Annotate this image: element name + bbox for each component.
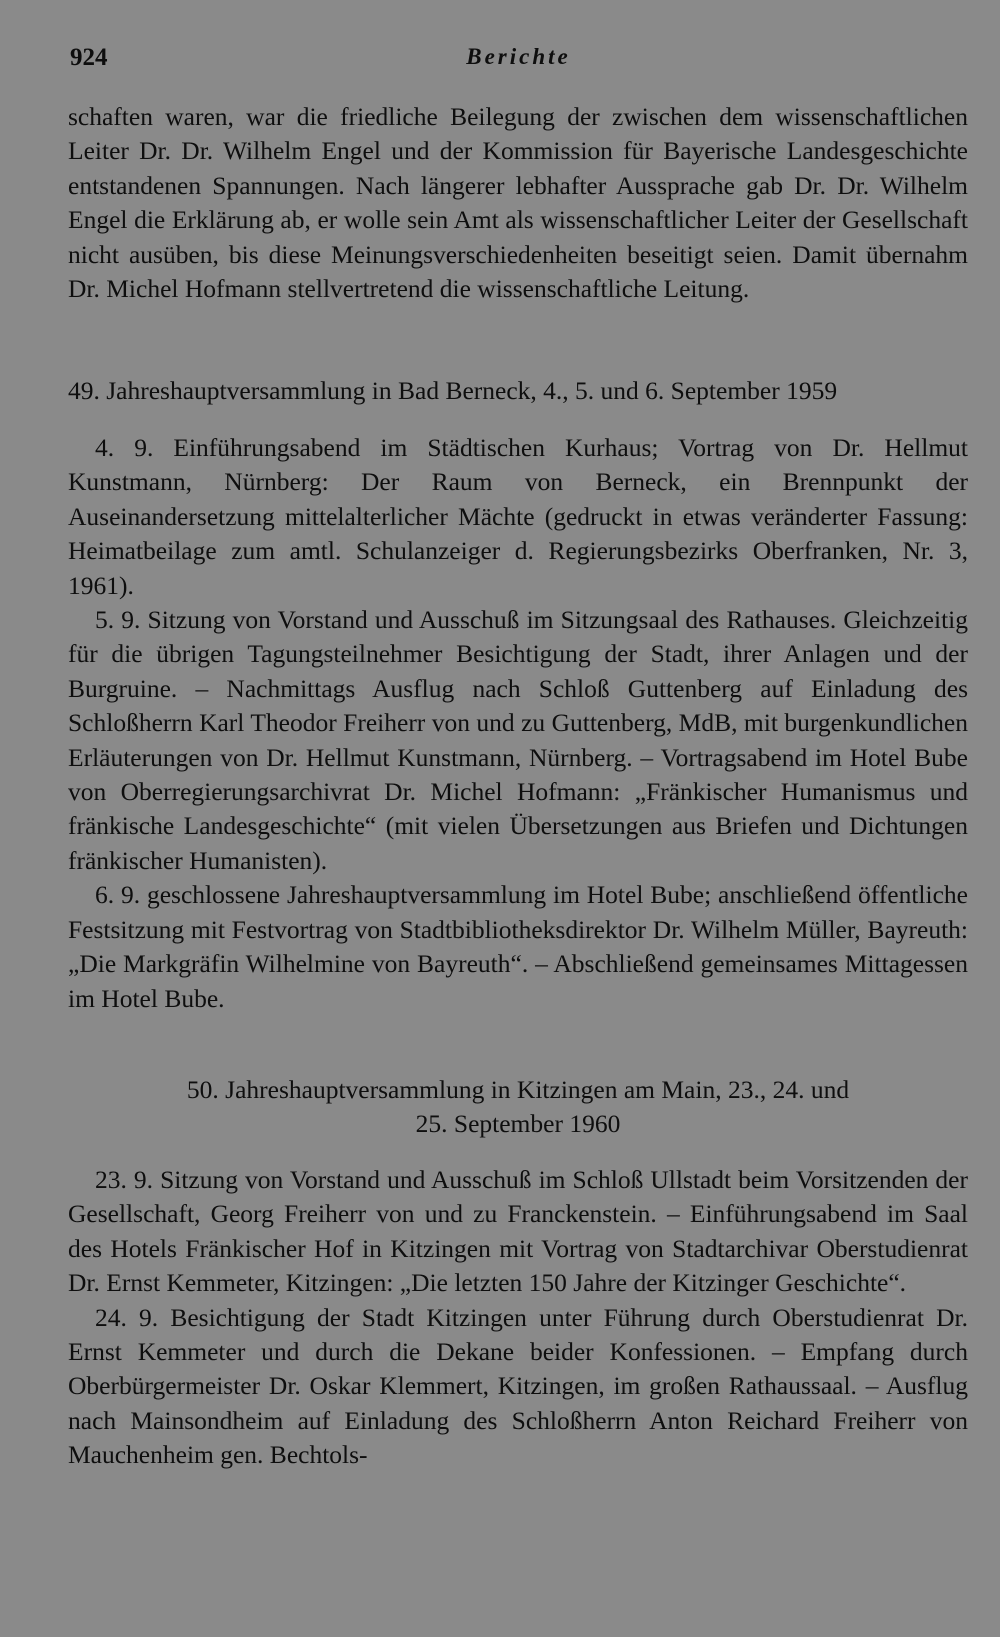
intro-block <box>68 100 968 306</box>
meeting-section-1960 <box>68 1073 968 1142</box>
heading-line: 25. September 1960 <box>415 1109 621 1139</box>
section-heading-1960 <box>68 1073 968 1142</box>
running-title: Berichte <box>466 44 571 69</box>
page-header <box>70 44 967 80</box>
paragraph-sept-24: 24. 9. Besichtigung der Stadt Kitzingen unter Führung durch Oberstudienrat Dr. Ernst Kemmeter und durch die Dekane beider Konfessionen. – Empfang durch Oberbürgermeister Dr. Oskar Klemmert, Kitzingen, im großen Rathaussaal. – Ausflug nach Mainsondheim auf Einladung des Schloßherrn Anton Reichard Freiherr von Mauchenheim gen. Bechtols- <box>68 1302 968 1470</box>
heading-line: 50. Jahreshauptversammlung in Kitzingen am Main, 23., 24. und <box>186 1075 850 1104</box>
paragraph-sept-23: 23. 9. Sitzung von Vorstand und Ausschuß im Schloß Ullstadt beim Vorsitzenden der Gesellschaft, Georg Freiherr von und zu Franckenstein. – Einführungsabend im Saal des Hotels Fränkischer Hof in Kitzingen mit Vortrag von Stadtarchivar Oberstudienrat Dr. Ernst Kemmeter, Kitzingen: „Die letzten 150 Jahre der Kitzinger Geschichte“. <box>68 1165 968 1298</box>
meeting-section-1960-body <box>68 1163 968 1473</box>
paragraph-sept-6: 6. 9. geschlossene Jahreshauptversammlung im Hotel Bube; anschließend öffentliche Festsitzung mit Festvortrag von Stadtbibliotheksdirektor Dr. Wilhelm Müller, Bayreuth: „Die Markgräfin Wilhelmine von Bayreuth“. – Abschließend gemeinsames Mittagessen im Hotel Bube. <box>68 880 968 1013</box>
page-number: 924 <box>70 44 108 71</box>
meeting-section-1959 <box>68 374 968 408</box>
paragraph-sept-5: 5. 9. Sitzung von Vorstand und Ausschuß im Sitzungsaal des Rathauses. Gleichzeitig für die übrigen Tagungsteilnehmer Besichtigung der Stadt, ihrer Anlagen und der Burgruine. – Nachmittags Ausflug nach Schloß Guttenberg auf Einladung des Schloßherrn Karl Theodor Freiherr von und zu Guttenberg, MdB, mit burgenkundlichen Erläuterungen von Dr. Hellmut Kunstmann, Nürnberg. – Vortragsabend im Hotel Bube von Oberregierungsarchivrat Dr. Michel Hofmann: „Fränkischer Humanismus und fränkische Landesgeschichte“ (mit vielen Übersetzungen aus Briefen und Dichtungen fränkischer Humanisten). <box>68 605 968 875</box>
section-heading-1959 <box>68 374 968 408</box>
intro-paragraph: schaften waren, war die friedliche Beilegung der zwischen dem wissenschaftlichen Leiter Dr. Dr. Wilhelm Engel und der Kommission für Bayerische Landesgeschichte entstandenen Spannungen. Nach längerer lebhafter Aussprache gab Dr. Dr. Wilhelm Engel die Erklärung ab, er wolle sein Amt als wissenschaftlicher Leiter der Gesellschaft nicht ausüben, bis diese Meinungsverschiedenheiten beseitigt seien. Damit übernahm Dr. Michel Hofmann stellvertretend die wissenschaftliche Leitung. <box>68 102 968 304</box>
meeting-section-1959-body <box>68 431 968 1016</box>
heading-line: 49. Jahreshauptversammlung in Bad Berneck, 4., 5. und 6. September 1959 <box>68 376 838 405</box>
paragraph-sept-4: 4. 9. Einführungsabend im Städtischen Kurhaus; Vortrag von Dr. Hellmut Kunstmann, Nürnberg: Der Raum von Berneck, ein Brennpunkt der Auseinandersetzung mittelalterlicher Mächte (gedruckt in etwas veränderter Fassung: Heimatbeilage zum amtl. Schulanzeiger d. Regierungsbezirks Oberfranken, Nr. 3, 1961). <box>68 433 968 600</box>
